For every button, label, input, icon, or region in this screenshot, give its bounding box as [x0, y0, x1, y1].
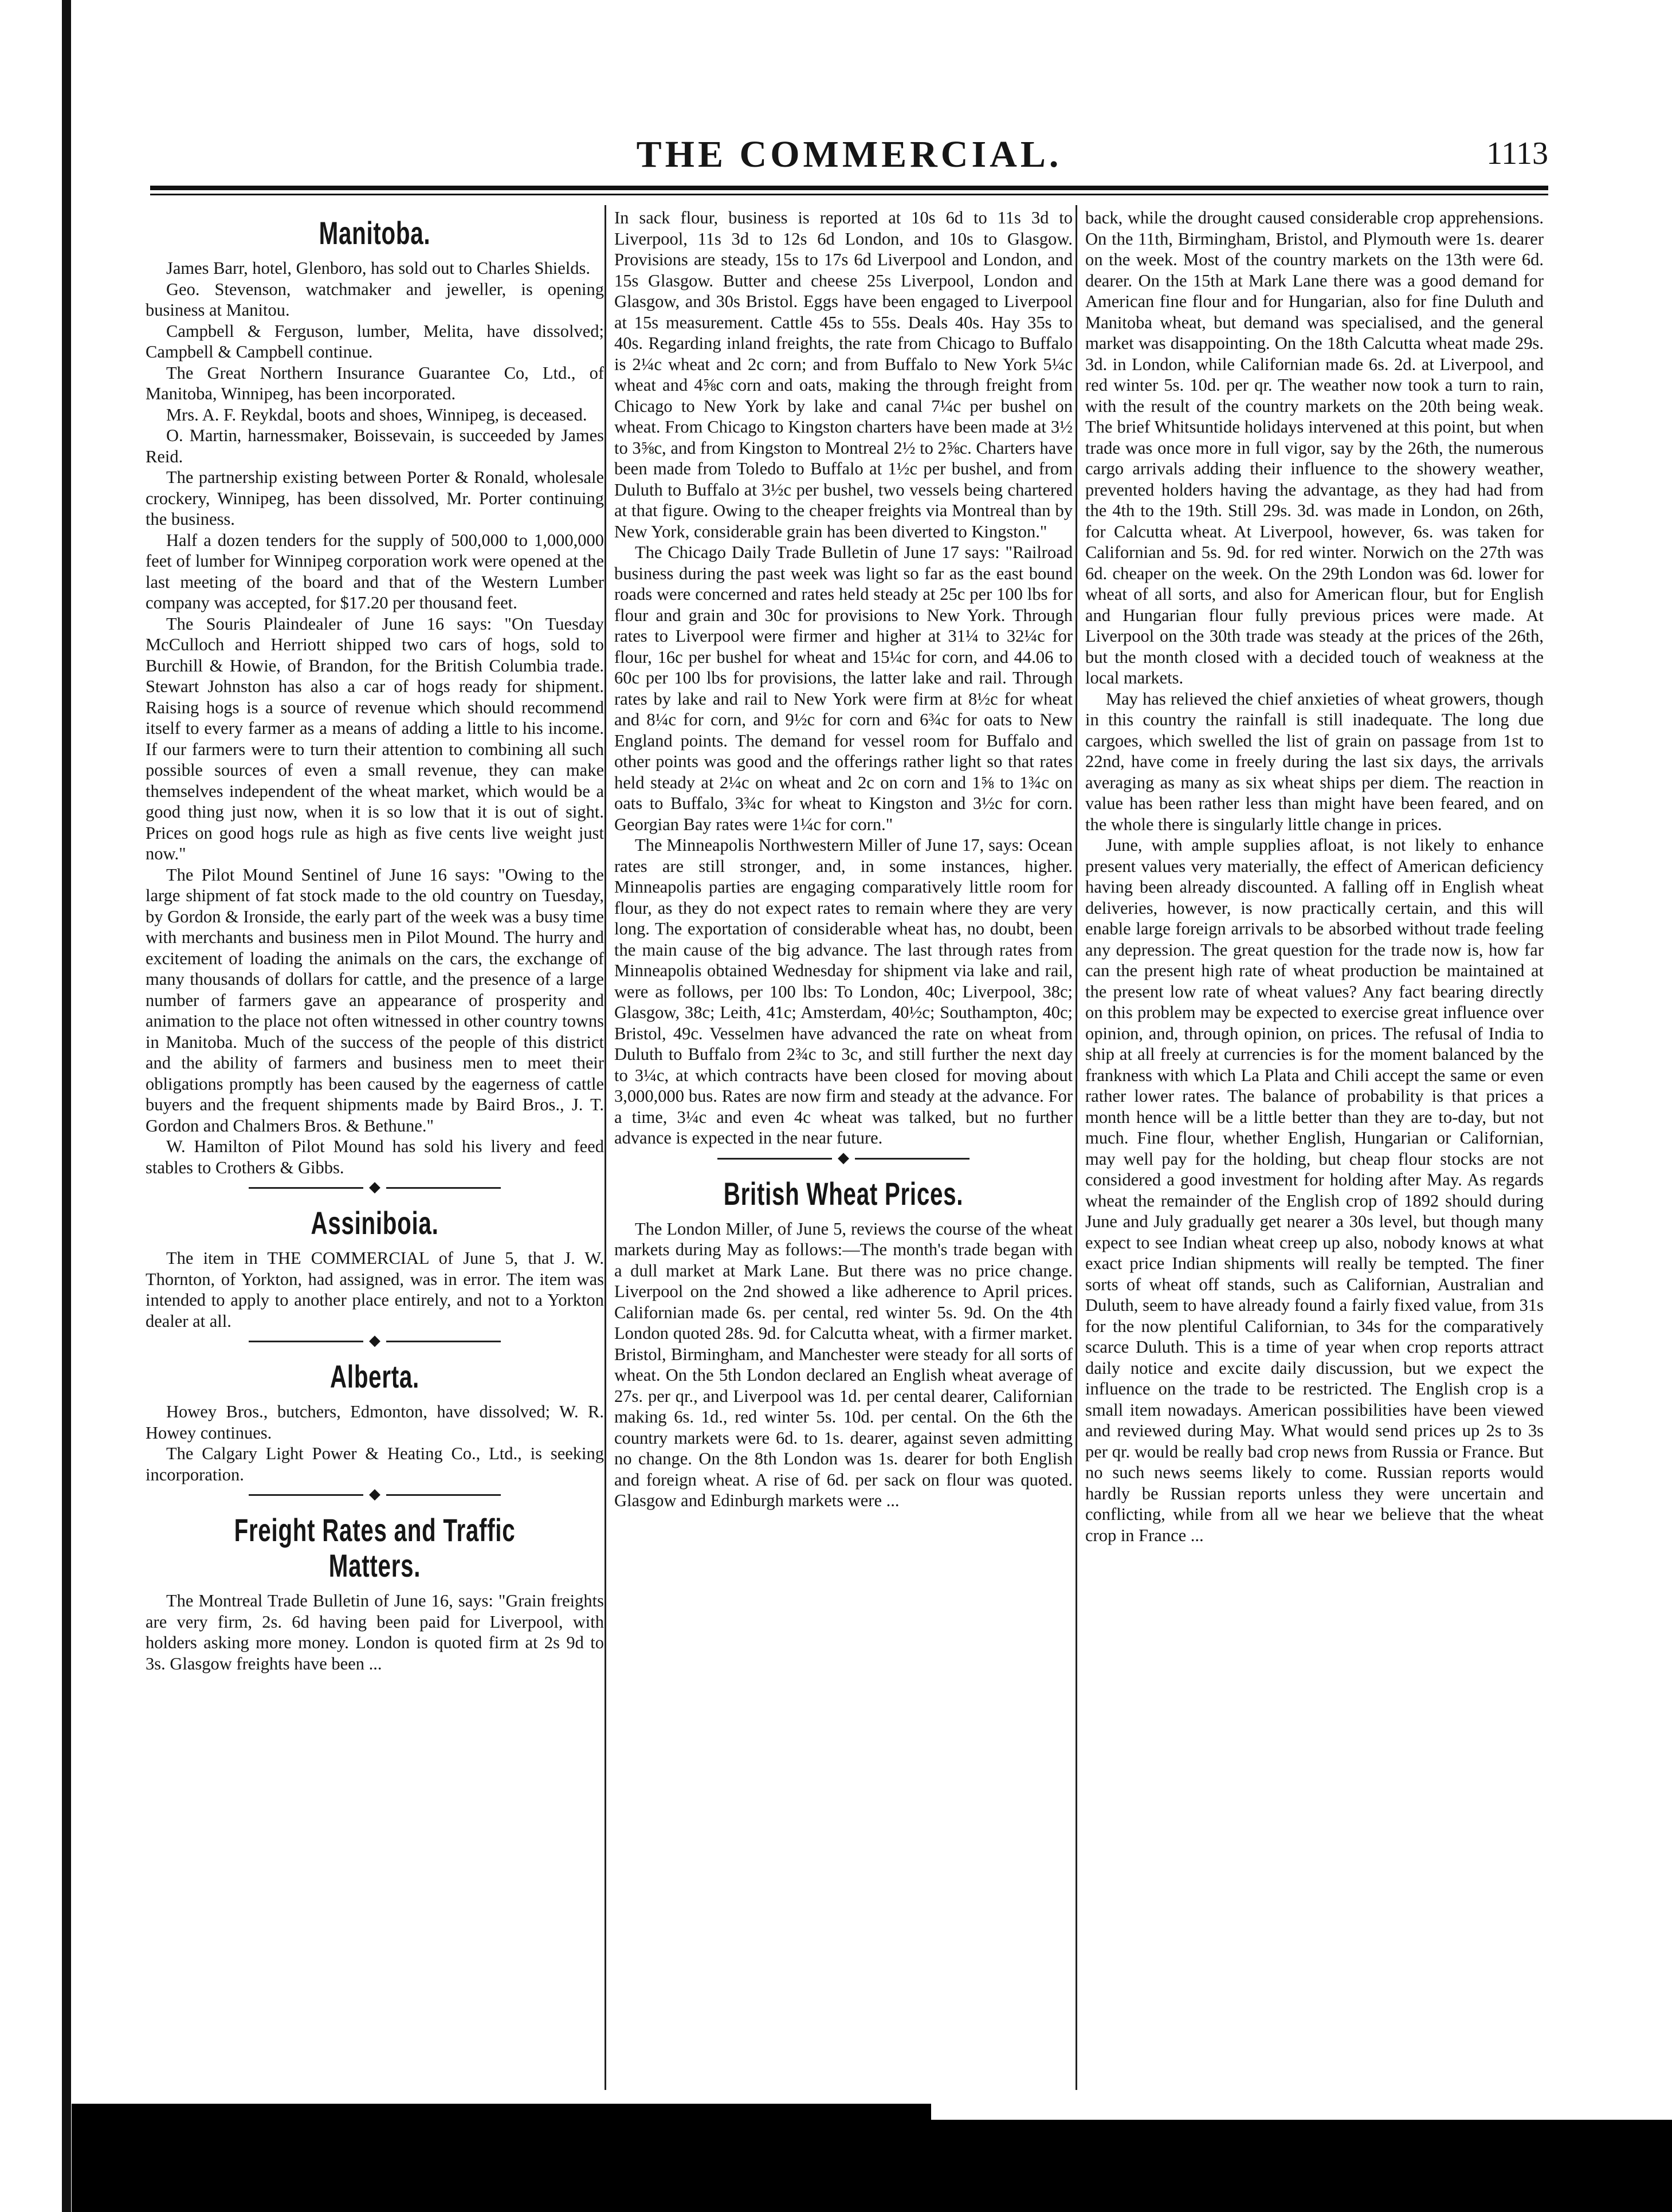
article-paragraph: The Great Northern Insurance Guarantee Co, Ltd., of Manitoba, Winnipeg, has been incorporated.	[146, 363, 604, 403]
header-rule-thin	[150, 194, 1548, 195]
article-paragraph: The Montreal Trade Bulletin of June 16, says: "Grain freights are very firm, 2s. 6d having been paid for Liverpool, with holders asking more money. London is quoted firm at 2s 9d to 3s. Glasgow freights have been ...	[146, 1591, 604, 1673]
column-3	[1085, 207, 1544, 2104]
section-heading-freight: Freight Rates and Traffic Matters.	[234, 1512, 516, 1584]
article-paragraph: The item in THE COMMERCIAL of June 5, that J. W. Thornton, of Yorkton, had assigned, was in error. The item was intended to apply to another place entirely, and not to a Yorkton dealer at all.	[146, 1248, 604, 1331]
masthead	[150, 133, 1548, 181]
article-paragraph: The partnership existing between Porter & Ronald, wholesale crockery, Winnipeg, has been dissolved, Mr. Porter continuing the business.	[146, 467, 604, 529]
article-paragraph: June, with ample supplies afloat, is not likely to enhance present values very materially, the effect of American deficiency having been already discounted. A falling off in English wheat deliveries, however, is now practically certain, and this will enable large foreign arrivals to be absorbed without trade feeling any depression. The great question for the trade now is, how far can the present high rate of wheat production be maintained at the present low rate of wheat values? Any fact bearing directly on this problem may be expected to exercise great influence over opinion, and, through opinion, on prices. The refusal of India to ship at all freely at currencies is for the moment balanced by the frankness with which La Plata and Chili accept the same or even rather lower rates. The balance of probability is that prices a month hence will be a little better than they are to-day, but not much. Fine flour, whether English, Hungarian or Californian, may well pay for the holding, but cheap flour stocks are not considered a good investment for holding after May. As regards wheat the remainder of the English crop of 1892 should during June and July gradually get nearer a 30s level, but though many expect to see Indian wheat creep up also, nobody knows at what exact price Indian shipments will really be tempted. The finer sorts of wheat off stands, such as Californian, Australian and Duluth, seem to have already found a fairly fixed value, from 31s for the now plentiful Californian, to 34s for the comparatively scarce Duluth. This is a time of year when crop reports attract daily notice and excite daily discussion, but we expect the influence on the trade to be restricted. The English crop is a small item nowadays. American possibilities have been viewed and reviewed during May. What would send prices up 2s to 3s per qr. would be really bad crop news from Russia or France. But no such news seems likely to come. Russian reports would hardly be Russian reports unless they were uncertain and conflicting, while from all we hear we believe that the wheat crop in France ...	[1085, 835, 1544, 1545]
column-2	[614, 207, 1073, 2104]
section-separator	[146, 1485, 604, 1504]
article-paragraph: The Minneapolis Northwestern Miller of June 17, says: Ocean rates are still stronger, and, in some instances, higher. Minneapolis parties are engaging comparatively little room for flour, as they do not expect rates to remain where they are very long. The exportation of considerable wheat has, no doubt, been the main cause of the big advance. The last through rates from Minneapolis obtained Wednesday for shipment via lake and rail, were as follows, per 100 lbs: To London, 40c; Liverpool, 38c; Glasgow, 38c; Leith, 41c; Amsterdam, 40½c; Southampton, 40c; Bristol, 49c. Vesselmen have advanced the rate on wheat from Duluth to Buffalo from 2¾c to 3c, and still further the next day to 3¼c, at which contracts have been closed for moving about 3,000,000 bus. Rates are now firm and steady at the advance. For a time, 3¼c and even 4c wheat was talked, but no further advance is expected in the near future.	[614, 835, 1073, 1148]
article-paragraph: James Barr, hotel, Glenboro, has sold out to Charles Shields.	[166, 258, 590, 278]
page-number: 1113	[1486, 136, 1548, 171]
section-separator	[146, 1331, 604, 1351]
article-paragraph: W. Hamilton of Pilot Mound has sold his livery and feed stables to Crothers & Gibbs.	[146, 1137, 604, 1177]
column-divider	[1076, 205, 1077, 2090]
article-paragraph: The Chicago Daily Trade Bulletin of June 17 says: "Railroad business during the past week was light so far as the east bound roads were concerned and rates held steady at 25c per 100 lbs for flour and grain and 30c for provisions to New York. Through rates to Liverpool were firmer and higher at 31¼ to 32¼c for flour, 16c per bushel for wheat and 15¼c for corn, and 44.06 to 60c per 100 lbs for provisions, the latter lake and rail. Through rates by lake and rail to New York were firm at 8½c for wheat and 8¼c for corn, and 9½c for corn and 6¾c for oats to New England points. The demand for vessel room for Buffalo and other points was good and the offerings rather light so that rates held steady at 2¼c on wheat and 2c on corn and 1⅝ to 1¾c on oats to Buffalo, 3¾c for wheat to Kingston and 3½c for corn. Georgian Bay rates were 1¼c for corn."	[614, 543, 1073, 834]
article-paragraph: Half a dozen tenders for the supply of 500,000 to 1,000,000 feet of lumber for Winnipeg corporation work were opened at the last meeting of the board and that of the Western Lumber company was accepted, for $17.20 per thousand feet.	[146, 530, 604, 612]
section-separator	[146, 1178, 604, 1197]
article-paragraph: May has relieved the chief anxieties of wheat growers, though in this country the rainfall is still inadequate. The long due cargoes, which swelled the list of grain on passage from 1st to 22nd, have come in freely during the last six days, the arrivals averaging as many as six wheat ships per diem. The reaction in value has been rather less than might have been feared, and on the whole there is singularly little change in prices.	[1085, 689, 1544, 834]
column-1	[146, 207, 604, 2104]
article-paragraph: The London Miller, of June 5, reviews the course of the wheat markets during May as follows:—The month's trade began with a dull market at Mark Lane. But there was no price change. Liverpool on the 2nd showed a like adherence to April prices. Californian made 6s. per cental, red winter 5s. 9d. On the 4th London quoted 28s. 9d. for Calcutta wheat, with a firmer market. Bristol, Birmingham, and Manchester were steady for all sorts of wheat. On the 5th London declared an English wheat average of 27s. per qr., and Liverpool was 1d. per cental dearer, Californian making 6s. 1d., red winter 5s. 10d. per cental. On the 6th the country markets were 6d. to 1s. dearer, against seven admitting no change. On the 8th London was 1s. dearer for both English and foreign wheat. A rise of 6d. per sack on flour was quoted. Glasgow and Edinburgh markets were ...	[614, 1219, 1073, 1510]
section-heading-assiniboia: Assiniboia.	[311, 1205, 439, 1241]
scan-dark-band	[72, 2120, 1672, 2212]
header-rule-thick	[150, 186, 1548, 190]
article-paragraph: O. Martin, harnessmaker, Boissevain, is succeeded by James Reid.	[146, 426, 604, 466]
newspaper-title: THE COMMERCIAL.	[636, 133, 1062, 175]
article-paragraph: In sack flour, business is reported at 10s 6d to 11s 3d to Liverpool, 11s 3d to 12s 6d London, and 10s to Glasgow. Provisions are steady, 15s to 17s 6d Liverpool and London, and 15s Glasgow. Butter and cheese 25s Liverpool, London and Glasgow, and 30s Bristol. Eggs have been engaged to Liverpool at 15s measurement. Cattle 45s to 55s. Deals 40s. Hay 35s to 40s. Regarding inland freights, the rate from Chicago to Buffalo is 2¼c wheat and 2c corn; and from Buffalo to New York 5¼c wheat and 4⅝c corn and oats, making the through freight from Chicago to New York by lake and canal 7¼c per bushel on wheat. From Chicago to Kingston charters have been made at 3½ to 3⅝c, and from Kingston to Montreal 2½ to 2⅝c. Charters have been made from Toledo to Buffalo at 1½c per bushel, and from Duluth to Buffalo at 3½c per bushel, two vessels being chartered at that figure. Owing to the cheaper freights via Montreal than by New York, considerable grain has been diverted to Kingston."	[614, 208, 1073, 541]
section-separator	[614, 1149, 1073, 1168]
section-heading-manitoba: Manitoba.	[319, 215, 431, 251]
article-paragraph: Geo. Stevenson, watchmaker and jeweller, is opening business at Manitou.	[146, 279, 604, 320]
article-paragraph: The Pilot Mound Sentinel of June 16 says: "Owing to the large shipment of fat stock made to the old country on Tuesday, by Gordon & Ironside, the early part of the week was a busy time with merchants and business men in Pilot Mound. The hurry and excitement of loading the animals on the cars, the exchange of many thousands of dollars for cattle, and the presence of a large number of farmers gave an appearance of prosperity and animation to the place not often witnessed in other country towns in Manitoba. Much of the success of the people of this district and the ability of farmers and business men to meet their obligations promptly has been caused by the eagerness of cattle buyers and the frequent shipments made by Baird Bros., J. T. Gordon and Chalmers Bros. & Bethune."	[146, 865, 604, 1136]
article-paragraph: Mrs. A. F. Reykdal, boots and shoes, Winnipeg, is deceased.	[166, 404, 587, 425]
column-divider	[605, 205, 606, 2090]
article-paragraph: back, while the drought caused considerable crop apprehensions. On the 11th, Birmingham, Bristol, and Plymouth were 1s. dearer on the week. Most of the country markets on the 13th were 6d. dearer. On the 15th at Mark Lane there was a good demand for American fine flour and for Hungarian, also for fine Duluth and Manitoba wheat, but demand was specialised, and the general market was disappointing. On the 18th Calcutta wheat made 29s. 3d. in London, while Californian made 6s. 2d. at Liverpool, and red winter 5s. 10d. per qr. The weather now took a turn to rain, with the result of the country markets on the 20th being weak. The brief Whitsuntide holidays intervened at this point, but when trade was once more in full vigor, say by the 26th, the numerous cargo arrivals adding their influence to the showery weather, prevented holders having the advantage, as they had had from the 4th to the 19th. Still 29s. 3d. was made in London, on 26th, for Calcutta wheat. At Liverpool, however, 6s. was taken for Californian and 5s. 9d. for red winter. Norwich on the 27th was 6d. cheaper on the week. On the 29th London was 6d. lower for wheat of all sorts, and also for American flour, but for English and Hungarian flour fully previous prices were made. At Liverpool on the 30th trade was steady at the prices of the 26th, but the month closed with a decided touch of weakness at the local markets.	[1085, 208, 1544, 687]
article-paragraph: The Souris Plaindealer of June 16 says: "On Tuesday McCulloch and Herriott shipped two cars of hogs, sold to Burchill & Howie, of Brandon, for the British Columbia trade. Stewart Johnston has also a car of hogs ready for shipment. Raising hogs is a source of revenue which should recommend itself to every farmer as a means of adding a little to his income. If our farmers were to turn their attention to combining all such possible sources of even a small revenue, they can make themselves independent of the wheat market, which would be a good thing just now, when it is so low that it is out of sight. Prices on good hogs rule as high as five cents live weight just now."	[146, 614, 604, 863]
section-heading-alberta: Alberta.	[330, 1358, 419, 1394]
scan-dark-band	[72, 2104, 931, 2123]
article-paragraph: Campbell & Ferguson, lumber, Melita, have dissolved; Campbell & Campbell continue.	[146, 321, 604, 362]
article-paragraph: The Calgary Light Power & Heating Co., Ltd., is seeking incorporation.	[146, 1444, 604, 1484]
section-heading-british-wheat-prices: British Wheat Prices.	[723, 1175, 964, 1212]
page-spine	[62, 0, 71, 2212]
article-paragraph: Howey Bros., butchers, Edmonton, have dissolved; W. R. Howey continues.	[146, 1402, 604, 1443]
